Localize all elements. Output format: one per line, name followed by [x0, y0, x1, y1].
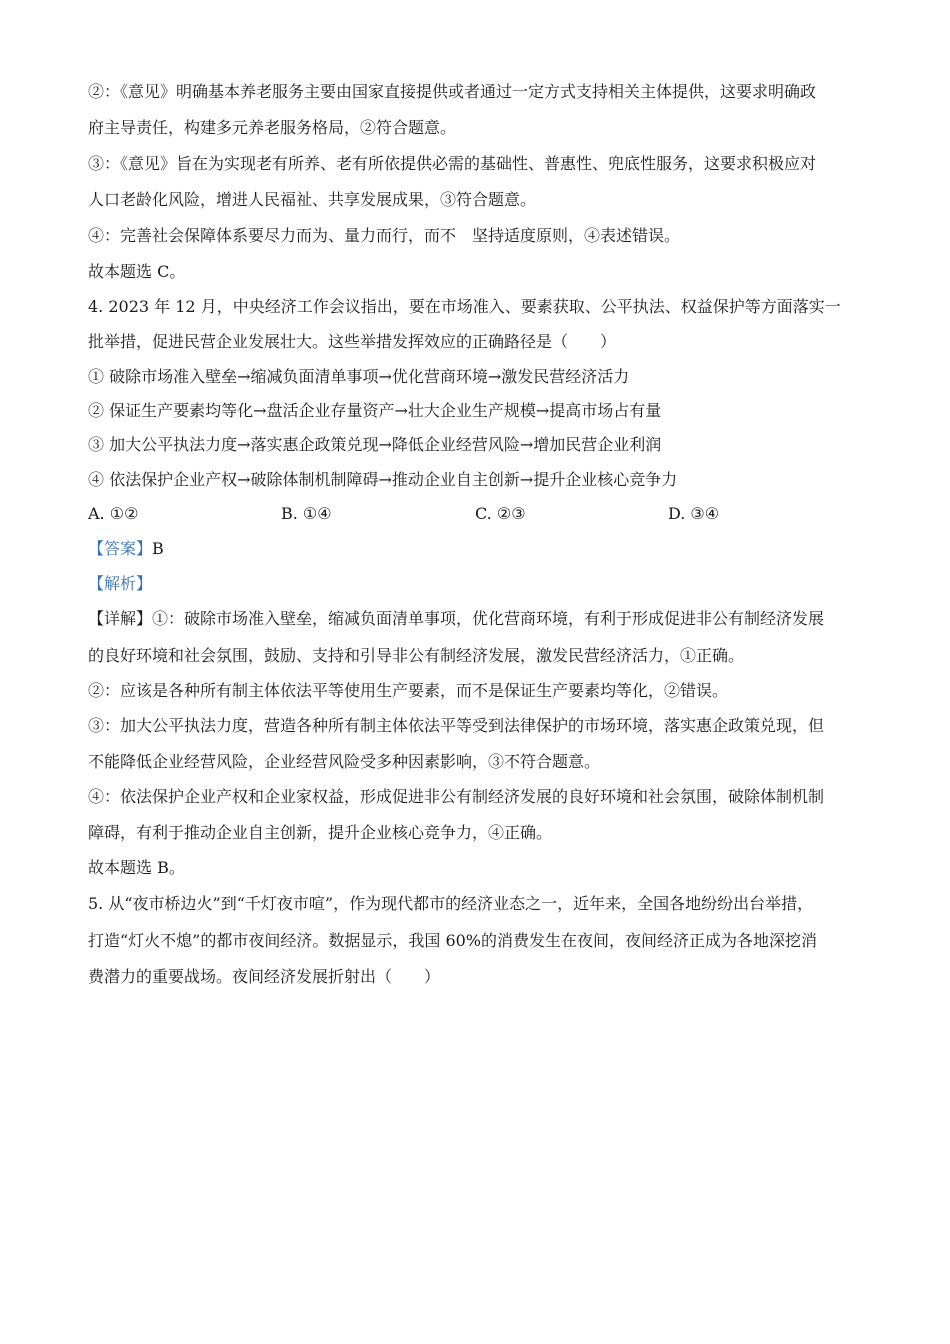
- detail-point-3-cont: 不能降低企业经营风险，企业经营风险受多种因素影响，③不符合题意。: [88, 752, 601, 771]
- prev-analysis-point-2-cont: 府主导责任，构建多元养老服务格局，②符合题意。: [88, 118, 457, 137]
- analysis-label: 【解析】: [88, 574, 153, 593]
- question-5-stem: 5. 从“夜市桥边火”到“千灯夜市喧”，作为现代都市的经济业态之一，近年来，全国各地纷纷出台举措，: [88, 894, 814, 913]
- option-b: B. ①④: [281, 504, 332, 523]
- question-4-item-4: ④ 依法保护企业产权→破除体制机制障碍→推动企业自主创新→提升企业核心竞争力: [88, 470, 678, 489]
- prev-analysis-point-3-cont: 人口老龄化风险，增进人民福祉、共享发展成果，③符合题意。: [88, 190, 537, 209]
- answer-label: 【答案】: [88, 539, 153, 558]
- question-4-options: [88, 504, 868, 524]
- detail-point-4: ④：依法保护企业产权和企业家权益，形成促进非公有制经济发展的良好环境和社会氛围，破除体制机制: [88, 787, 825, 806]
- question-4-item-2: ② 保证生产要素均等化→盘活企业存量资产→壮大企业生产规模→提高市场占有量: [88, 401, 662, 420]
- detail-point-3: ③：加大公平执法力度，营造各种所有制主体依法平等受到法律保护的市场环境，落实惠企政策兑现，但: [88, 716, 825, 735]
- detail-point-1: [88, 609, 868, 629]
- question-4-stem: 4. 2023 年 12 月，中央经济工作会议指出，要在市场准入、要素获取、公平执法、权益保护等方面落实一: [88, 297, 841, 316]
- detail-label: 【详解】: [88, 609, 153, 628]
- question-5-stem-end: 费潜力的重要战场。夜间经济发展折射出（ ）: [88, 967, 441, 986]
- answer-line: [88, 539, 868, 559]
- q4-conclusion: 故本题选 B。: [88, 858, 185, 877]
- question-4-stem-cont: 批举措，促进民营企业发展壮大。这些举措发挥效应的正确路径是（ ）: [88, 332, 617, 351]
- prev-analysis-point-2: ②：《意见》明确基本养老服务主要由国家直接提供或者通过一定方式支持相关主体提供，这要求明确政: [88, 82, 817, 101]
- option-c: C. ②③: [475, 504, 526, 523]
- analysis-line: [88, 574, 868, 594]
- prev-analysis-point-4: ④：完善社会保障体系要尽力而为、量力而行，而不 坚持适度原则，④表述错误。: [88, 226, 681, 245]
- detail-point-1-cont: 的良好环境和社会氛围，鼓励、支持和引导非公有制经济发展，激发民营经济活力，①正确。: [88, 646, 745, 665]
- detail-point-1-text: ①：破除市场准入壁垒，缩减负面清单事项，优化营商环境，有利于形成促进非公有制经济发展: [152, 609, 825, 628]
- detail-point-4-cont: 障碍，有利于推动企业自主创新，提升企业核心竞争力，④正确。: [88, 823, 553, 842]
- question-5-stem-cont: 打造“灯火不熄”的都市夜间经济。数据显示，我国 60%的消费发生在夜间，夜间经济正成为各地深挖消: [88, 931, 818, 950]
- option-d: D. ③④: [668, 504, 720, 523]
- detail-point-2: ②：应该是各种所有制主体依法平等使用生产要素，而不是保证生产要素均等化，②错误。: [88, 681, 729, 700]
- option-a: A. ①②: [88, 504, 139, 523]
- question-4-item-3: ③ 加大公平执法力度→落实惠企政策兑现→降低企业经营风险→增加民营企业利润: [88, 435, 662, 454]
- answer-value: B: [152, 539, 164, 558]
- prev-analysis-point-3: ③：《意见》旨在为实现老有所养、老有所依提供必需的基础性、普惠性、兜底性服务，这要求积极应对: [88, 154, 817, 173]
- prev-conclusion: 故本题选 C。: [88, 262, 186, 281]
- question-4-item-1: ① 破除市场准入壁垒→缩减负面清单事项→优化营商环境→激发民营经济活力: [88, 367, 630, 386]
